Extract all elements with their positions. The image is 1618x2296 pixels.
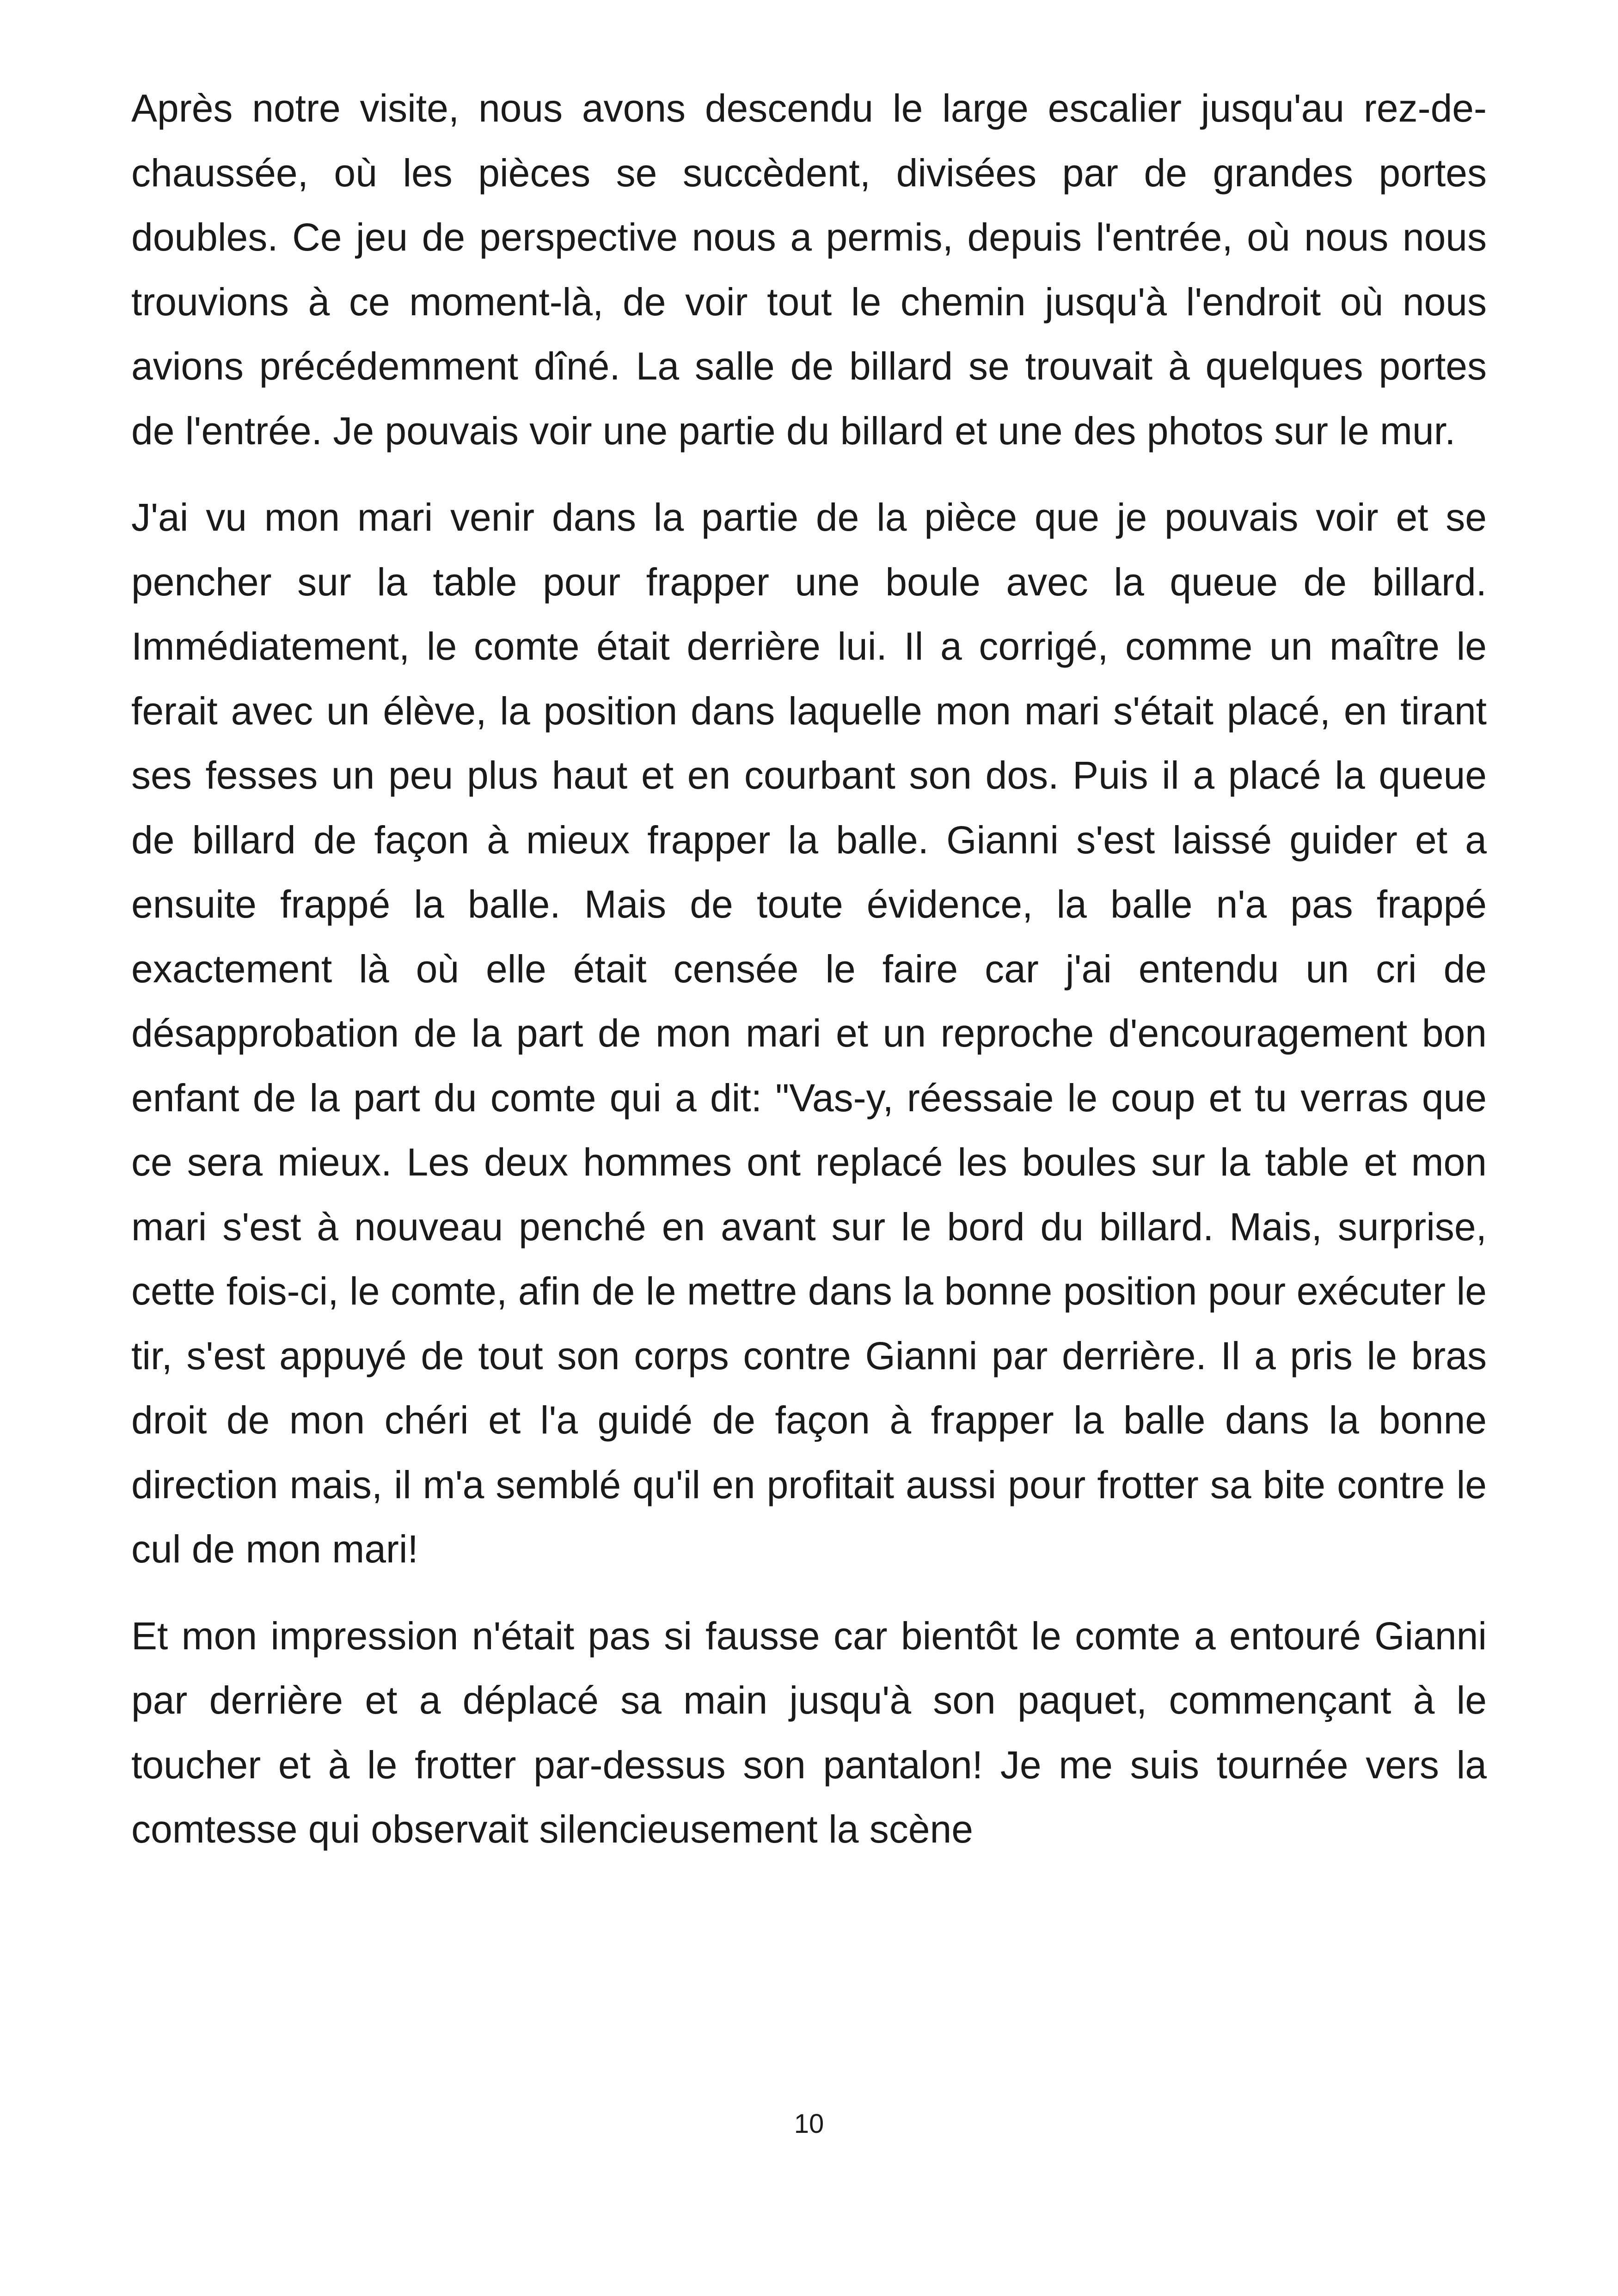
page-number: 10 xyxy=(794,2109,824,2139)
paragraph-1: Après notre visite, nous avons descendu le large escalier jusqu'au rez-de-chaussée, où les pièces se succèdent, divisées par de grandes portes doubles. Ce jeu de perspective nous a permis, depuis l'entrée, où nous nous trouvions à ce moment-là, de voir tout le chemin jusqu'à l'endroit où nous avions précédemment dîné. La salle de billard se trouvait à quelques portes de l'entrée. Je pouvais voir une partie du billard et une des photos sur le mur. xyxy=(131,86,1487,453)
paragraph-3: Et mon impression n'était pas si fausse car bientôt le comte a entouré Gianni par derrière et a déplacé sa main jusqu'à son paquet, commençant à le toucher et à le frotter par-dessus son pantalon! Je me suis tournée vers la comtesse qui observait silencieusement la scène xyxy=(131,1614,1487,1851)
paragraph-2: J'ai vu mon mari venir dans la partie de la pièce que je pouvais voir et se pencher sur la table pour frapper une boule avec la queue de billard. Immédiatement, le comte était derrière lui. Il a corrigé, comme un maître le ferait avec un élève, la position dans laquelle mon mari s'était placé, en tirant ses fesses un peu plus haut et en courbant son dos. Puis il a placé la queue de billard de façon à mieux frapper la balle. Gianni s'est laissé guider et a ensuite frappé la balle. Mais de toute évidence, la balle n'a pas frappé exactement là où elle était censée le faire car j'ai entendu un cri de désapprobation de la part de mon mari et un reproche d'encouragement bon enfant de la part du comte qui a dit: "Vas-y, réessaie le coup et tu verras que ce sera mieux. Les deux hommes ont replacé les boules sur la table et mon mari s'est à nouveau penché en avant sur le bord du billard. Mais, surprise, cette fois-ci, le comte, afin de le mettre dans la bonne position pour exécuter le tir, s'est appuyé de tout son corps contre Gianni par derrière. Il a pris le bras droit de mon chéri et l'a guidé de façon à frapper la balle dans la bonne direction mais, il m'a semblé qu'il en profitait aussi pour frotter sa bite contre le cul de mon mari! xyxy=(131,496,1487,1571)
body-text xyxy=(131,76,1487,1862)
